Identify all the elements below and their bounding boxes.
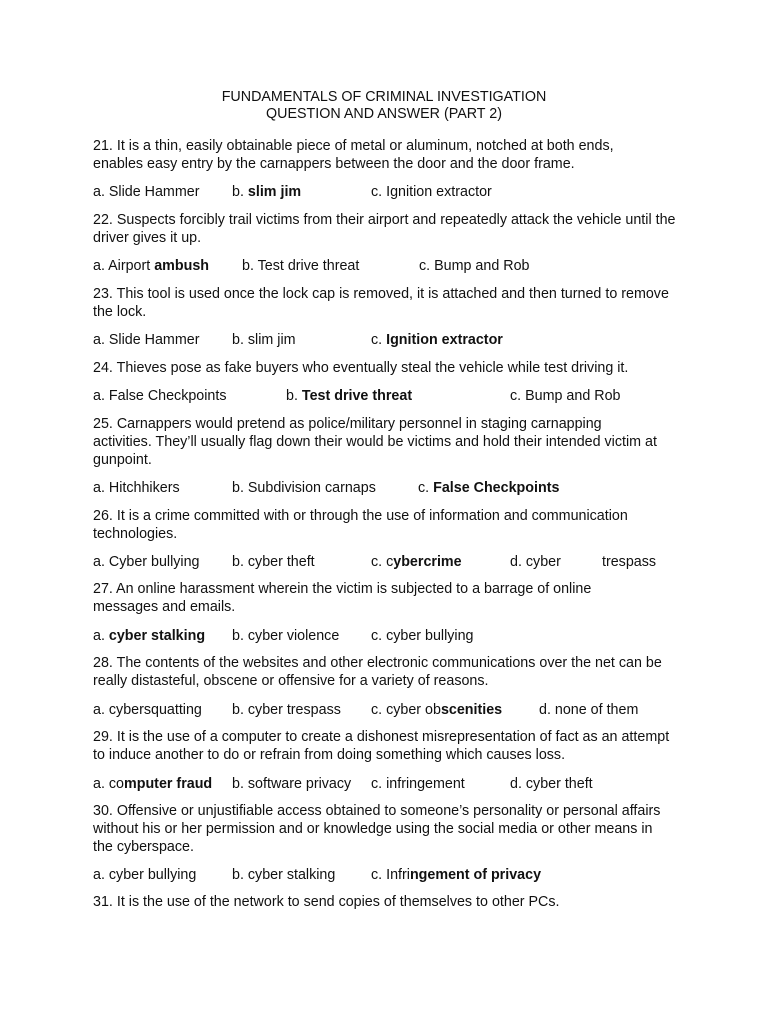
option-30-a: a. cyber bullying [93, 867, 197, 883]
option-28-c [371, 701, 502, 719]
option-21-b-prefix: b. [232, 184, 248, 200]
option-28-c-answer: scenities [440, 702, 503, 718]
option-27-b: b. cyber violence [232, 628, 340, 644]
option-26-c-prefix: c. c [371, 554, 394, 570]
option-25-b: b. Subdivision carnaps [232, 480, 376, 496]
options-29 [93, 775, 713, 793]
option-25-c-prefix: c. [418, 480, 434, 496]
option-30-c [371, 866, 541, 884]
document-title-line-2: QUESTION AND ANSWER (PART 2) [266, 106, 502, 122]
options-30 [93, 866, 713, 884]
document-title-line-1: FUNDAMENTALS OF CRIMINAL INVESTIGATION [221, 89, 547, 105]
option-24-c: c. Bump and Rob [510, 388, 621, 404]
question-30: 30. Offensive or unjustifiable access obtained to someone’s personality or personal affairs without his or her permission and or knowledge using the social media or other means in the cyberspace. [93, 803, 661, 856]
question-28: 28. The contents of the websites and other electronic communications over the net can be really distasteful, obscene or offensive for a variety of reasons. [93, 655, 662, 690]
options-28 [93, 701, 713, 719]
option-25-a: a. Hitchhikers [93, 480, 180, 496]
option-23-b: b. slim jim [232, 332, 296, 348]
option-29-c: c. infringement [371, 776, 465, 792]
question-22: 22. Suspects forcibly trail victims from their airport and repeatedly attack the vehicle until the driver gives it up. [93, 212, 676, 247]
question-26: 26. It is a crime committed with or through the use of information and communication technologies. [93, 508, 628, 543]
option-28-a: a. cybersquatting [93, 702, 202, 718]
option-25-c [418, 479, 559, 497]
options-24 [93, 387, 713, 405]
option-30-b: b. cyber stalking [232, 867, 336, 883]
option-29-a-prefix: a. co [93, 776, 124, 792]
option-28-b: b. cyber trespass [232, 702, 341, 718]
option-26-d-continued: trespass [602, 554, 657, 570]
option-23-a: a. Slide Hammer [93, 332, 200, 348]
options-26 [93, 553, 713, 571]
question-29: 29. It is the use of a computer to create a dishonest misrepresentation of fact as an attempt to induce another to do or refrain from doing something which causes loss. [93, 729, 670, 764]
option-24-a: a. False Checkpoints [93, 388, 227, 404]
option-22-c: c. Bump and Rob [419, 258, 530, 274]
question-21: 21. It is a thin, easily obtainable piece of metal or aluminum, notched at both ends, enables easy entry by the carnappers between the door and the door frame. [93, 138, 614, 173]
option-23-c-prefix: c. [371, 332, 387, 348]
option-28-d: d. none of them [539, 702, 639, 718]
option-26-c [371, 553, 462, 571]
option-29-a [93, 775, 212, 793]
option-24-b-prefix: b. [286, 388, 302, 404]
option-29-d: d. cyber theft [510, 776, 593, 792]
question-24: 24. Thieves pose as fake buyers who eventually steal the vehicle while test driving it. [93, 360, 629, 376]
option-27-a-answer: cyber stalking [108, 628, 206, 644]
option-21-b [232, 183, 301, 201]
option-23-c [371, 331, 503, 349]
options-27 [93, 627, 713, 645]
options-22 [93, 257, 713, 275]
option-21-c: c. Ignition extractor [371, 184, 492, 200]
option-27-c: c. cyber bullying [371, 628, 474, 644]
option-29-a-answer: mputer fraud [124, 776, 213, 792]
question-27: 27. An online harassment wherein the victim is subjected to a barrage of online messages and emails. [93, 581, 592, 616]
option-27-a [93, 627, 205, 645]
option-26-b: b. cyber theft [232, 554, 315, 570]
option-26-a: a. Cyber bullying [93, 554, 200, 570]
option-27-a-prefix: a. [93, 628, 109, 644]
options-25 [93, 479, 713, 497]
option-22-b: b. Test drive threat [242, 258, 360, 274]
question-25: 25. Carnappers would pretend as police/military personnel in staging carnapping activities. They’ll usually flag down their would be victims and hold their intended victim at gunpoint. [93, 416, 657, 469]
option-29-b: b. software privacy [232, 776, 352, 792]
question-23: 23. This tool is used once the lock cap is removed, it is attached and then turned to remove the lock. [93, 286, 669, 321]
option-30-c-answer: ngement of privacy [409, 867, 542, 883]
question-31: 31. It is the use of the network to send copies of themselves to other PCs. [93, 894, 560, 910]
option-30-c-prefix: c. Infri [371, 867, 410, 883]
option-26-d: d. cyber [510, 554, 561, 570]
option-21-a: a. Slide Hammer [93, 184, 200, 200]
option-28-c-prefix: c. cyber ob [371, 702, 441, 718]
option-21-b-answer: slim jim [247, 184, 302, 200]
option-25-c-answer: False Checkpoints [433, 480, 560, 496]
option-22-a-answer: ambush [154, 258, 210, 274]
option-24-b [286, 387, 412, 405]
options-21 [93, 183, 713, 201]
option-22-a [93, 257, 209, 275]
options-23 [93, 331, 713, 349]
option-26-c-answer: ybercrime [393, 554, 462, 570]
option-22-a-prefix: a. Airport [93, 258, 155, 274]
option-23-c-answer: Ignition extractor [386, 332, 503, 348]
option-24-b-answer: Test drive threat [301, 388, 413, 404]
